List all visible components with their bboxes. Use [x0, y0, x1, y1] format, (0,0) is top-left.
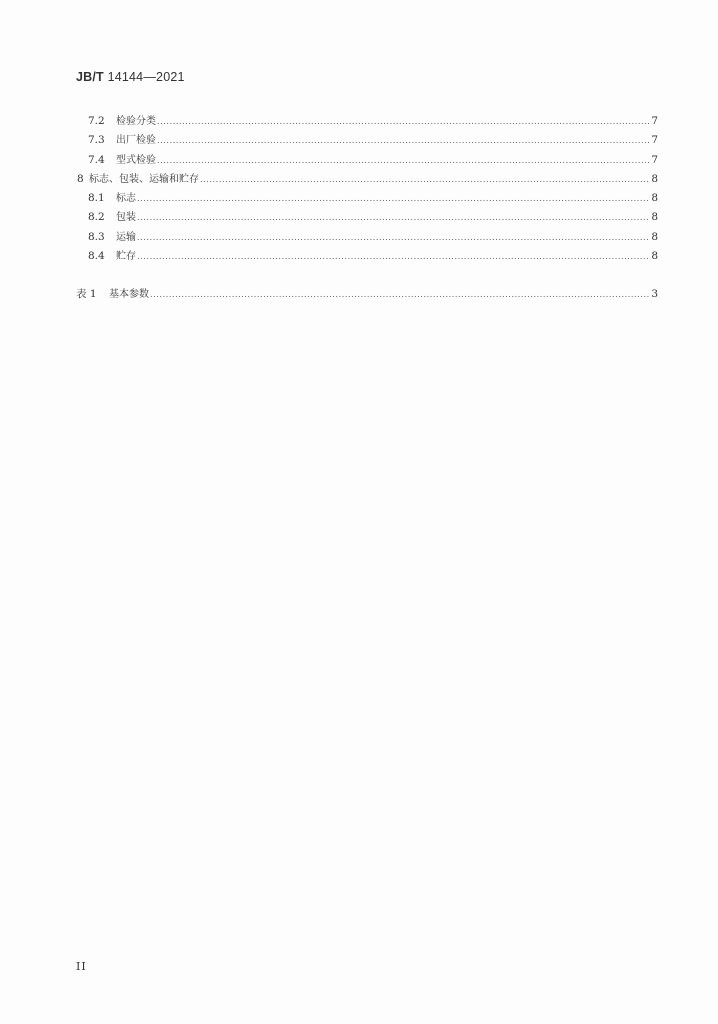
toc-entry-7-2[interactable]: [76, 112, 658, 131]
toc-entry-number: 7.2: [88, 115, 105, 127]
toc-entry-7-4[interactable]: [76, 151, 658, 170]
toc-entry-number: 8: [77, 172, 84, 185]
toc-entry-page: 7: [651, 134, 658, 147]
toc-dot-leader: [150, 285, 650, 304]
table-of-contents: [76, 112, 658, 305]
toc-entry-title: 贮存: [116, 251, 136, 263]
toc-dot-leader: [137, 247, 650, 266]
toc-entry-page: 3: [651, 288, 658, 301]
document-code: [76, 70, 185, 84]
toc-entry-8-3[interactable]: [76, 228, 658, 247]
toc-dot-leader: [137, 189, 650, 208]
toc-entry-title: 型式检验: [116, 154, 156, 166]
toc-entry-page: 8: [651, 211, 658, 224]
toc-entry-number: 8.4: [88, 250, 105, 263]
document-code-number: 14144—2021: [107, 70, 185, 84]
toc-entry-title: 包装: [116, 212, 136, 224]
toc-dot-leader: [157, 112, 650, 131]
toc-entry-number: 8.3: [88, 230, 105, 243]
toc-entry-page: 7: [651, 115, 658, 127]
toc-dot-leader: [137, 208, 650, 227]
toc-entry-title: 运输: [116, 231, 136, 243]
toc-entry-8-4[interactable]: [76, 247, 658, 266]
toc-entry-title: 出厂检验: [116, 135, 156, 147]
document-code-prefix: JB/T: [76, 70, 104, 84]
toc-entry-title: 标志: [116, 193, 136, 205]
toc-entry-page: 8: [651, 250, 658, 263]
toc-entry-title: 检验分类: [116, 116, 156, 127]
toc-entry-number: 7.3: [88, 134, 105, 147]
page-folio: II: [76, 960, 87, 973]
toc-entry-number: 8.2: [88, 211, 105, 224]
toc-dot-leader: [157, 131, 650, 150]
toc-entry-page: 8: [651, 192, 658, 205]
toc-entry-8-1[interactable]: [76, 189, 658, 208]
toc-dot-leader: [200, 170, 650, 189]
toc-entry-title: 标志、包装、运输和贮存: [89, 173, 199, 185]
toc-entry-number: 8.1: [88, 192, 105, 205]
toc-entry-title: 基本参数: [109, 289, 149, 301]
toc-entry-page: 7: [651, 153, 658, 166]
toc-entry-table-1[interactable]: [76, 285, 658, 304]
toc-entry-8[interactable]: [76, 170, 658, 189]
toc-entry-page: 8: [651, 230, 658, 243]
toc-dot-leader: [157, 151, 650, 170]
toc-spacer: [76, 266, 658, 285]
toc-entry-7-3[interactable]: [76, 131, 658, 150]
toc-entry-8-2[interactable]: [76, 208, 658, 227]
toc-entry-page: 8: [651, 172, 658, 185]
toc-entry-number: 表 1: [76, 288, 97, 301]
toc-dot-leader: [137, 228, 650, 247]
toc-entry-number: 7.4: [88, 153, 105, 166]
